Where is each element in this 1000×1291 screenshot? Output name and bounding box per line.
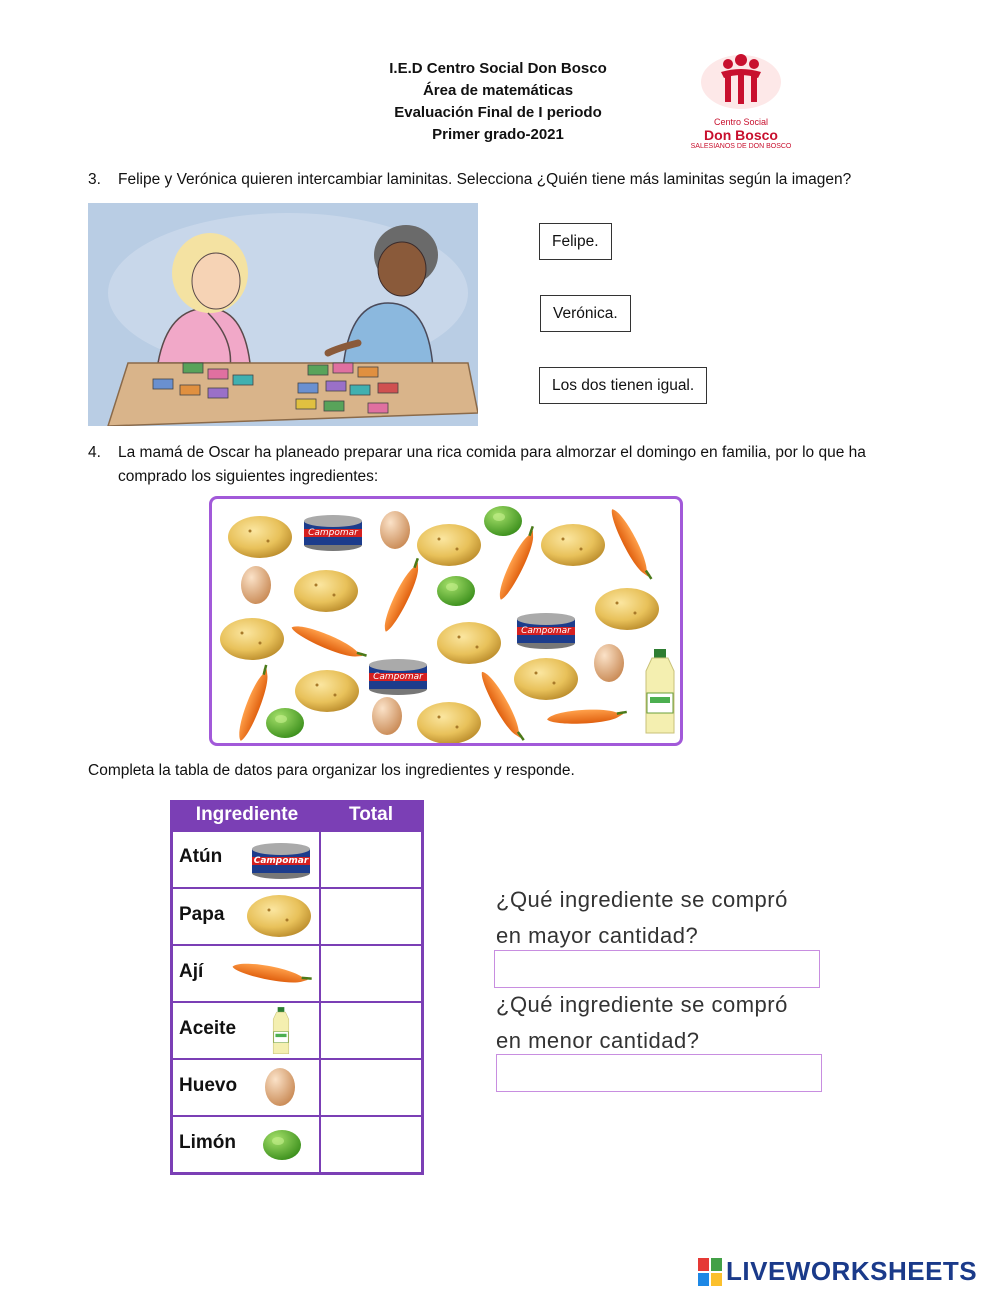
tuna-can-icon	[249, 837, 313, 881]
table-row	[173, 1001, 421, 1058]
pepper-icon	[606, 506, 656, 583]
question-4-text	[118, 441, 978, 489]
pepper-icon	[379, 556, 425, 634]
footer-brand-text: LIVEWORKSHEETS	[726, 1256, 978, 1286]
egg-icon	[241, 566, 271, 604]
potato-icon	[437, 622, 501, 664]
egg-icon	[594, 644, 624, 682]
potato-icon	[247, 893, 311, 939]
tuna-can-icon	[304, 515, 362, 551]
logo-subtitle: SALESIANOS DE DON BOSCO	[690, 143, 792, 150]
header-ingredient: Ingrediente	[195, 804, 299, 825]
worksheet-header	[300, 58, 696, 146]
liveworksheets-logo-icon	[698, 1258, 722, 1286]
option-both-equal[interactable]: Los dos tienen igual.	[539, 367, 707, 404]
pepper-icon	[547, 707, 628, 726]
total-input-huevo[interactable]	[321, 1060, 421, 1115]
lime-icon	[484, 506, 522, 536]
question-mayor-line-1: ¿Qué ingrediente se compró	[496, 887, 788, 912]
answer-input-menor[interactable]	[497, 1055, 821, 1091]
table-row	[173, 1058, 421, 1115]
total-input-aceite[interactable]	[321, 1003, 421, 1058]
question-4-number: 4.	[88, 444, 101, 461]
pepper-icon	[234, 663, 274, 743]
table-row	[173, 944, 421, 1001]
oil-bottle-icon	[269, 1006, 293, 1056]
answer-input-mayor[interactable]	[495, 951, 819, 987]
potato-icon	[514, 658, 578, 700]
potato-icon	[595, 588, 659, 630]
header-total: Total	[349, 804, 393, 825]
potato-icon	[220, 618, 284, 660]
row-label-huevo: Huevo	[179, 1075, 238, 1096]
question-4-line-1: La mamá de Oscar ha planeado preparar una rica comida para almorzar el domingo en familia, por lo que ha	[118, 444, 866, 461]
table-row	[173, 887, 421, 944]
question-3-number: 3.	[88, 171, 101, 188]
row-label-aji: Ají	[179, 961, 204, 982]
liveworksheets-brand	[698, 1256, 977, 1287]
potato-icon	[295, 670, 359, 712]
grade-year: Primer grado-2021	[432, 126, 564, 143]
subject-area: Área de matemáticas	[422, 82, 574, 99]
total-input-aji[interactable]	[321, 946, 421, 1001]
logo-name: Don Bosco	[704, 127, 778, 143]
school-name: I.E.D Centro Social Don Bosco	[389, 60, 607, 77]
egg-icon	[380, 511, 410, 549]
ingredients-data-table	[170, 800, 424, 1175]
table-row	[173, 830, 421, 887]
question-mayor-line-2: en mayor cantidad?	[496, 923, 699, 948]
tuna-can-icon	[517, 613, 575, 649]
row-label-papa: Papa	[179, 904, 225, 925]
don-bosco-emblem-icon	[686, 50, 796, 112]
option-felipe[interactable]: Felipe.	[539, 223, 612, 260]
pepper-icon	[223, 960, 313, 986]
potato-icon	[417, 524, 481, 566]
table-instruction: Completa la tabla de datos para organizar los ingredientes y responde.	[88, 762, 575, 779]
question-4-line-2: comprado los siguientes ingredientes:	[118, 468, 379, 485]
evaluation-title: Evaluación Final de I periodo	[394, 104, 602, 121]
question-menor-line-1: ¿Qué ingrediente se compró	[496, 992, 788, 1017]
school-logo	[686, 50, 796, 150]
question-mayor-cantidad	[496, 882, 826, 954]
lime-icon	[437, 576, 475, 606]
total-input-atun[interactable]	[321, 832, 421, 887]
option-veronica[interactable]: Verónica.	[540, 295, 631, 332]
total-input-limon[interactable]	[321, 1117, 421, 1172]
egg-icon	[263, 1066, 297, 1108]
total-input-papa[interactable]	[321, 889, 421, 944]
row-label-atun: Atún	[179, 846, 223, 867]
lime-icon	[259, 1125, 305, 1165]
question-menor-line-2: en menor cantidad?	[496, 1028, 700, 1053]
answer-box-menor	[496, 1054, 822, 1092]
table-row	[173, 1115, 421, 1172]
lime-icon	[266, 708, 304, 738]
oil-bottle-icon	[646, 649, 674, 733]
egg-icon	[372, 697, 402, 735]
table-header	[173, 800, 421, 830]
potato-icon	[541, 524, 605, 566]
children-trading-cards-image	[88, 203, 478, 426]
logo-caption: Centro Social	[713, 117, 769, 127]
row-label-limon: Limón	[179, 1132, 236, 1153]
question-3-text: Felipe y Verónica quieren intercambiar laminitas. Selecciona ¿Quién tiene más laminitas según la imagen?	[118, 171, 852, 188]
potato-icon	[294, 570, 358, 612]
tuna-can-icon	[369, 659, 427, 695]
row-label-aceite: Aceite	[179, 1018, 237, 1039]
pepper-icon	[289, 621, 368, 664]
potato-icon	[228, 516, 292, 558]
answer-box-mayor	[494, 950, 820, 988]
question-menor-cantidad	[496, 987, 826, 1059]
ingredients-image	[209, 496, 683, 746]
potato-icon	[417, 702, 481, 743]
